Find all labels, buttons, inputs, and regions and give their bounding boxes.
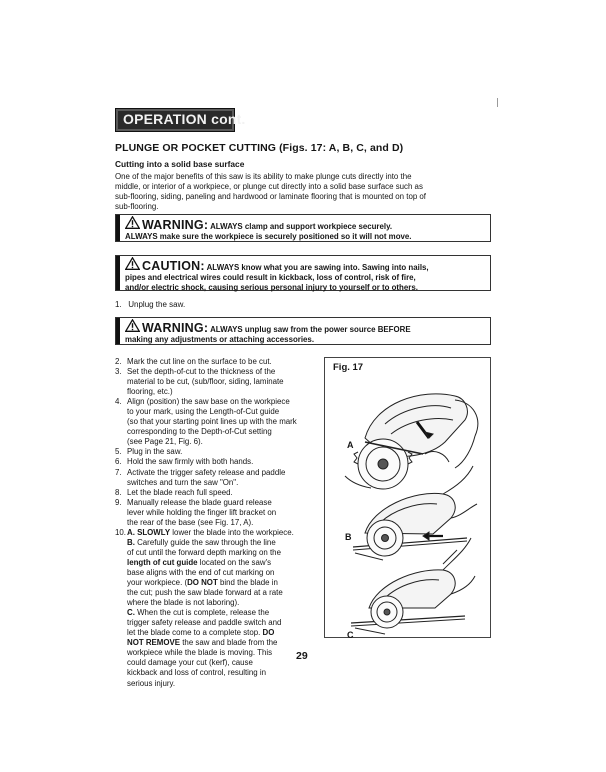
emphasis-text: DO — [262, 628, 275, 638]
intro-line: middle, or interior of a workpiece, or plunge cut directly into a solid base surface such as — [115, 182, 423, 191]
step-number: 2. — [115, 357, 122, 366]
section-tab — [115, 108, 246, 132]
step-line: serious injury. — [127, 678, 176, 688]
step-line: where the blade is not laboring). — [127, 598, 240, 608]
step-number: 9. — [115, 497, 122, 507]
figure-17 — [324, 357, 491, 638]
step-line: bind the blade in — [217, 578, 278, 588]
step-number: 5. — [115, 447, 122, 457]
intro-line: sub-flooring. — [115, 202, 159, 211]
section-tab-label: OPERATION cont. — [123, 111, 246, 127]
step-2 — [115, 357, 330, 367]
warning-signal-word: WARNING: — [142, 218, 209, 232]
step-5 — [115, 447, 330, 457]
intro-line: One of the major benefits of this saw is its ability to make plunge cuts directly into the — [115, 172, 412, 181]
step-8 — [115, 488, 330, 498]
step-line: switches and turn the saw "On". — [127, 477, 239, 487]
step-10 — [115, 528, 330, 689]
panel-c-saw-drawing — [351, 538, 475, 634]
step-1 — [115, 300, 185, 309]
caution-bar — [116, 256, 120, 290]
step-line: workpiece while the blade is moving. This — [127, 648, 273, 658]
step-line: Plug in the saw. — [127, 447, 183, 457]
step-line: Mark the cut line on the surface to be cut. — [127, 357, 272, 366]
warning-text: ALWAYS clamp and support workpiece securely. — [210, 222, 393, 231]
step-line: flooring, etc.) — [127, 387, 173, 397]
panel-letter-b: B — [345, 532, 352, 542]
step-line: to your mark, using the Length-of-Cut guide — [127, 407, 280, 417]
step-line: (see Page 21, Fig. 6). — [127, 437, 203, 447]
step-line: Hold the saw firmly with both hands. — [127, 457, 254, 467]
step-number: 1. — [115, 300, 122, 309]
step-line: base aligns with the end of cut marking on — [127, 567, 275, 577]
step-line: lever while holding the finger lift bracket on — [127, 507, 277, 517]
warning-box-clamp — [115, 214, 491, 242]
page-title: PLUNGE OR POCKET CUTTING (Figs. 17: A, B, C, and D) — [115, 142, 404, 154]
caution-signal-word: CAUTION: — [142, 259, 205, 273]
step-number: 10. — [115, 527, 126, 537]
step-line: kickback and loss of control, resulting in — [127, 668, 267, 678]
step-line: could damage your cut (kerf), cause — [127, 658, 253, 668]
step-line: Manually release the blade guard release — [127, 497, 272, 507]
warning-box-unplug — [115, 317, 491, 345]
section-subtitle: Cutting into a solid base surface — [115, 159, 245, 169]
scan-edge-mark — [497, 98, 498, 107]
step-number: 4. — [115, 397, 122, 407]
substep-label: A. SLOWLY — [127, 527, 171, 537]
figure-label: Fig. 17 — [333, 362, 364, 373]
intro-paragraph — [115, 172, 491, 212]
step-line: Set the depth-of-cut to the thickness of the — [127, 367, 276, 377]
panel-a-saw-drawing — [345, 394, 478, 489]
step-3 — [115, 367, 330, 397]
page-number: 29 — [296, 650, 308, 662]
step-line: let the blade come to a complete stop. — [127, 628, 263, 638]
emphasis-text: NOT REMOVE — [127, 638, 181, 648]
warning-bar — [116, 215, 120, 241]
step-line: lower the blade into the workpiece. — [170, 527, 294, 537]
step-line: Align (position) the saw base on the workpiece — [127, 397, 290, 407]
warning-text: making any adjustments or attaching accessories. — [125, 334, 315, 344]
step-line: the saw and blade from the — [180, 638, 278, 648]
caution-box — [115, 255, 491, 291]
step-text: Unplug the saw. — [128, 300, 186, 309]
step-line: trigger safety release and paddle switch and — [127, 618, 282, 628]
warning-text: ALWAYS make sure the workpiece is securely positioned so it will not move. — [125, 231, 412, 241]
step-line: the rear of the base (see Fig. 17, A). — [127, 517, 254, 527]
warning-triangle-icon — [125, 216, 140, 229]
caution-text: and/or electric shock, causing serious personal injury to yourself or to others. — [125, 282, 418, 292]
step-number: 7. — [115, 467, 122, 477]
warning-triangle-icon — [125, 319, 140, 332]
step-9 — [115, 498, 330, 528]
intro-line: sub-flooring, siding, paneling and hardwood or laminate flooring that is mounted on top of — [115, 192, 427, 201]
step-number: 8. — [115, 487, 122, 497]
step-4 — [115, 397, 330, 447]
step-number: 3. — [115, 367, 122, 377]
saw-illustration — [325, 358, 490, 637]
warning-text: ALWAYS unplug saw from the power source BEFORE — [210, 325, 411, 334]
emphasis-text: length of cut guide — [127, 557, 198, 567]
step-line: corresponding to the Depth-of-Cut setting — [127, 427, 272, 437]
step-line: your workpiece. ( — [127, 578, 188, 588]
panel-letter-a: A — [347, 440, 354, 450]
step-7 — [115, 468, 330, 488]
emphasis-text: DO NOT — [187, 578, 218, 588]
step-line: (so that your starting point lines up with the mark — [127, 417, 297, 427]
substep-label: C. — [127, 608, 135, 618]
caution-text: ALWAYS know what you are sawing into. Sawing into nails, — [206, 263, 429, 272]
panel-letter-c: C — [347, 630, 354, 640]
step-line: of cut until the forward depth marking on the — [127, 547, 281, 557]
caution-triangle-icon — [125, 257, 140, 270]
caution-text: pipes and electrical wires could result in kickback, loss of control, risk of fire, — [125, 272, 416, 282]
warning-bar — [116, 318, 120, 344]
step-line: When the cut is complete, release the — [134, 608, 270, 618]
step-line: the cut; push the saw blade forward at a rate — [127, 588, 283, 598]
step-line: Carefully guide the saw through the line — [134, 537, 276, 547]
step-number: 6. — [115, 457, 122, 467]
step-line: Let the blade reach full speed. — [127, 487, 233, 497]
procedure-steps — [115, 357, 330, 689]
step-line: Activate the trigger safety release and paddle — [127, 467, 286, 477]
warning-signal-word: WARNING: — [142, 321, 209, 335]
step-line: located on the saw's — [197, 557, 272, 567]
substep-label: B. — [127, 537, 135, 547]
step-6 — [115, 457, 330, 467]
step-line: material to be cut, (sub/floor, siding, laminate — [127, 377, 284, 387]
